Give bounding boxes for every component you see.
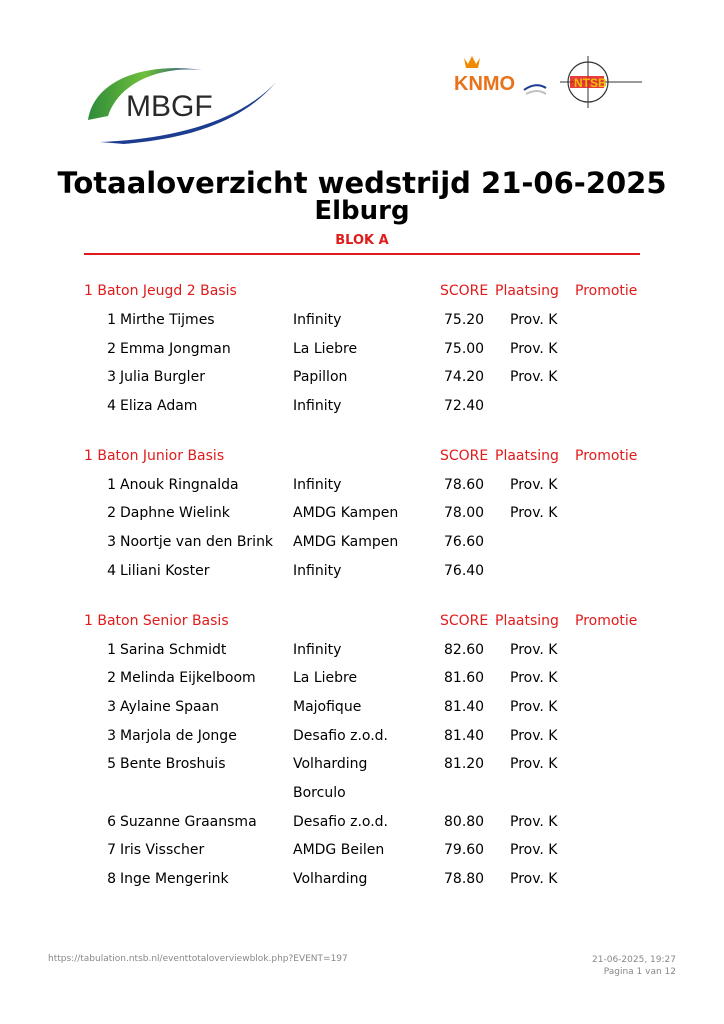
- result-rank: 5: [107, 756, 116, 773]
- result-club: Desafio z.o.d.: [293, 813, 389, 830]
- result-score: 72.40: [444, 398, 485, 415]
- promotion-column-header: Promotie: [575, 612, 638, 629]
- result-rank: 3: [107, 727, 116, 744]
- result-placement: Prov. K: [510, 698, 558, 715]
- result-score: 78.80: [444, 871, 485, 887]
- result-club: Infinity: [293, 562, 342, 579]
- result-placement: Prov. K: [510, 340, 558, 357]
- result-placement: Prov. K: [510, 871, 558, 887]
- result-rank: 2: [107, 505, 116, 522]
- result-row: [84, 641, 640, 670]
- result-placement: Prov. K: [510, 505, 558, 522]
- ntsb-logo-text: NTSB: [574, 76, 607, 90]
- result-row: [84, 397, 640, 426]
- result-name: Mirthe Tijmes: [120, 312, 215, 328]
- result-score: 75.20: [444, 312, 485, 328]
- result-row: [84, 340, 640, 369]
- result-name: Melinda Eijkelboom: [120, 670, 256, 687]
- result-row: [84, 669, 640, 698]
- category-header: [84, 612, 640, 641]
- score-column-header: SCORE: [440, 283, 489, 299]
- result-row: [84, 784, 640, 813]
- result-rank: 7: [107, 842, 116, 859]
- result-club: Majofique: [293, 698, 362, 715]
- score-column-header: SCORE: [440, 447, 489, 464]
- score-column-header: SCORE: [440, 612, 489, 629]
- page-title: Totaaloverzicht wedstrijd 21-06-2025: [57, 166, 667, 200]
- result-placement: Prov. K: [510, 312, 558, 328]
- result-row: [84, 504, 640, 533]
- result-name: Suzanne Graansma: [120, 813, 257, 830]
- category-section: [84, 447, 640, 591]
- footer-page-number: Pagina 1 van 12: [603, 967, 676, 977]
- block-label: BLOK A: [335, 233, 389, 248]
- result-row: [84, 813, 640, 842]
- result-name: Anouk Ringnalda: [120, 476, 239, 493]
- result-row: [84, 562, 640, 591]
- result-placement: Prov. K: [510, 670, 558, 687]
- result-rank: 3: [107, 534, 116, 551]
- knmo-ntsb-logo: [452, 54, 644, 110]
- result-rank: 3: [107, 369, 116, 386]
- result-score: 76.40: [444, 562, 485, 579]
- result-rank: 4: [107, 562, 116, 579]
- result-row: [84, 841, 640, 870]
- result-score: 78.00: [444, 505, 485, 522]
- result-score: 81.40: [444, 698, 485, 715]
- footer-datetime: 21-06-2025, 19:27: [592, 955, 676, 965]
- result-placement: Prov. K: [510, 641, 558, 658]
- result-score: 75.00: [444, 340, 485, 357]
- category-title: 1 Baton Jeugd 2 Basis: [84, 283, 237, 299]
- result-placement: Prov. K: [510, 476, 558, 493]
- result-name: Daphne Wielink: [120, 505, 230, 522]
- result-name: Julia Burgler: [120, 369, 205, 386]
- mbgf-logo: [84, 58, 280, 146]
- result-rank: 1: [107, 641, 116, 658]
- result-row: [84, 698, 640, 727]
- placement-column-header: Plaatsing: [495, 447, 559, 464]
- knmo-logo-text: KNMO: [454, 73, 516, 95]
- category-header: [84, 282, 640, 311]
- result-score: 78.60: [444, 476, 485, 493]
- placement-column-header: Plaatsing: [495, 612, 559, 629]
- result-score: 76.60: [444, 534, 485, 551]
- result-row: [84, 311, 640, 340]
- result-rank: 1: [107, 312, 116, 328]
- placement-column-header: Plaatsing: [495, 283, 559, 299]
- result-row: [84, 727, 640, 756]
- footer-info: [592, 954, 676, 978]
- result-score: 81.60: [444, 670, 485, 687]
- category-title: 1 Baton Junior Basis: [84, 447, 225, 464]
- result-club: Volharding: [293, 871, 368, 887]
- result-rank: 8: [107, 871, 116, 887]
- promotion-column-header: Promotie: [575, 283, 638, 299]
- result-placement: Prov. K: [510, 842, 558, 859]
- result-placement: Prov. K: [510, 369, 558, 386]
- category-title: 1 Baton Senior Basis: [84, 612, 229, 629]
- result-club: Borculo: [293, 784, 346, 801]
- result-name: Inge Mengerink: [120, 871, 229, 887]
- result-club: Infinity: [293, 312, 342, 328]
- result-name: Iris Visscher: [120, 842, 205, 859]
- category-section: [84, 282, 640, 426]
- result-club: La Liebre: [293, 670, 358, 687]
- result-club: Infinity: [293, 641, 342, 658]
- result-rank: 6: [107, 813, 116, 830]
- result-row: [84, 368, 640, 397]
- result-score: 79.60: [444, 842, 485, 859]
- result-name: Aylaine Spaan: [120, 698, 220, 715]
- result-name: Marjola de Jonge: [120, 727, 237, 744]
- result-name: Emma Jongman: [120, 340, 231, 357]
- result-score: 82.60: [444, 641, 485, 658]
- result-club: AMDG Kampen: [293, 505, 399, 522]
- result-club: AMDG Beilen: [293, 842, 385, 859]
- result-name: Bente Broshuis: [120, 756, 226, 773]
- result-rank: 2: [107, 340, 116, 357]
- result-rank: 1: [107, 476, 116, 493]
- result-placement: Prov. K: [510, 756, 558, 773]
- result-score: 74.20: [444, 369, 485, 386]
- result-club: La Liebre: [293, 340, 358, 357]
- result-rank: 4: [107, 398, 116, 415]
- result-club: Infinity: [293, 476, 342, 493]
- result-club: Desafio z.o.d.: [293, 727, 389, 744]
- promotion-column-header: Promotie: [575, 447, 638, 464]
- result-name: Noortje van den Brink: [120, 534, 274, 551]
- result-club: AMDG Kampen: [293, 534, 399, 551]
- result-club: Volharding: [293, 756, 368, 773]
- category-section: [84, 612, 640, 899]
- result-club: Infinity: [293, 398, 342, 415]
- result-score: 81.20: [444, 756, 485, 773]
- result-row: [84, 755, 640, 784]
- mbgf-logo-text: MBGF: [126, 90, 213, 123]
- result-row: [84, 870, 640, 899]
- result-club: Papillon: [293, 369, 348, 386]
- result-score: 80.80: [444, 813, 485, 830]
- results-sections: [84, 282, 640, 920]
- result-placement: Prov. K: [510, 727, 558, 744]
- result-placement: Prov. K: [510, 813, 558, 830]
- result-name: Eliza Adam: [120, 398, 198, 415]
- page-subtitle-location: Elburg: [314, 196, 410, 226]
- result-row: [84, 533, 640, 562]
- footer-url: https://tabulation.ntsb.nl/eventtotaloverviewblok.php?EVENT=197: [48, 954, 348, 964]
- result-name: Liliani Koster: [120, 562, 210, 579]
- result-row: [84, 476, 640, 505]
- result-rank: 3: [107, 698, 116, 715]
- title-divider: [84, 253, 640, 255]
- category-header: [84, 447, 640, 476]
- result-name: Sarina Schmidt: [120, 641, 227, 658]
- result-rank: 2: [107, 670, 116, 687]
- result-score: 81.40: [444, 727, 485, 744]
